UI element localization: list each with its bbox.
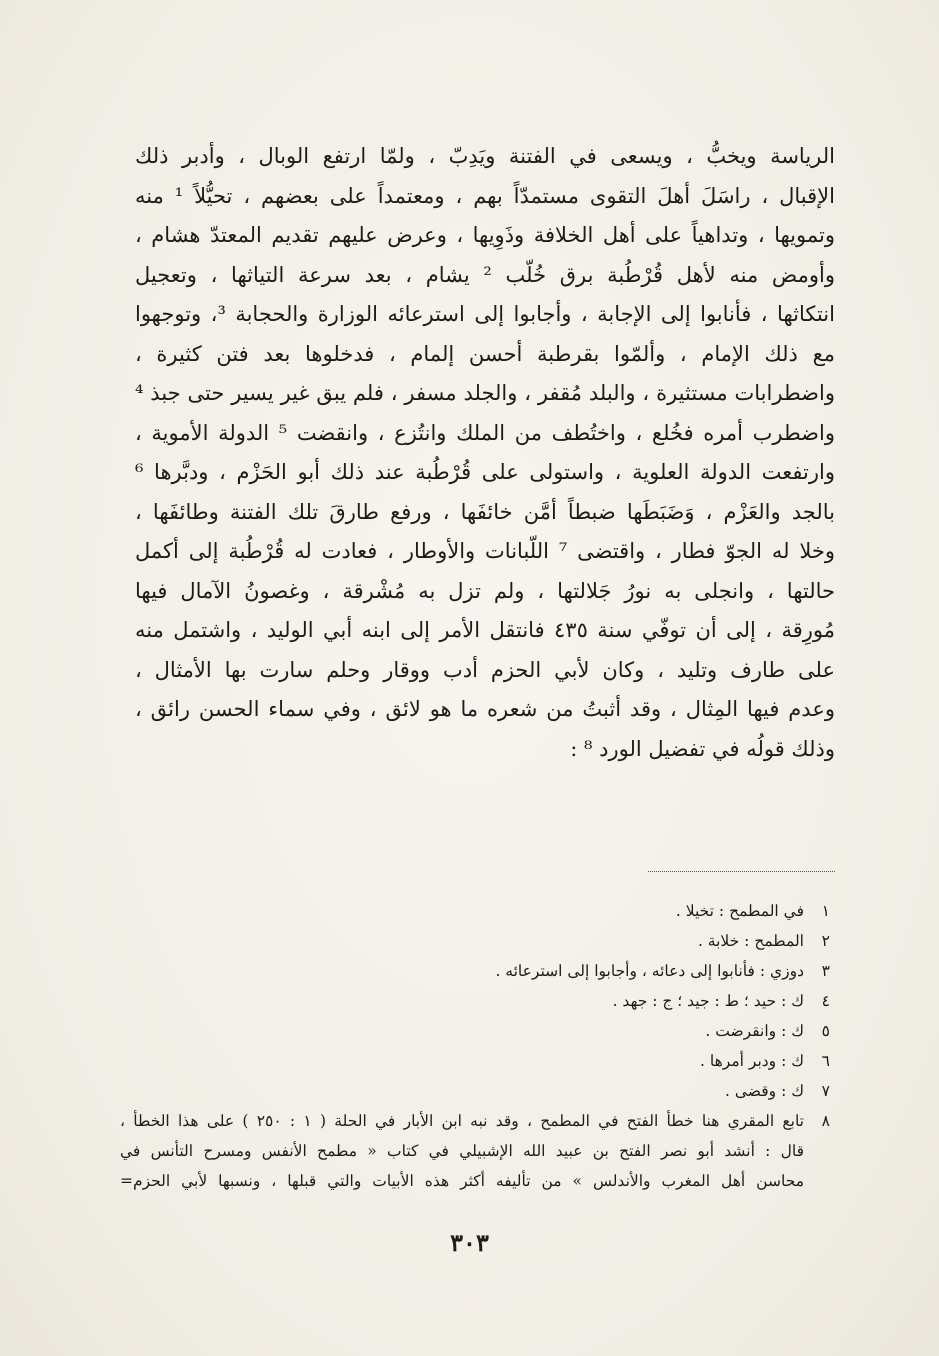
footnote-item <box>120 1076 830 1106</box>
footnote-number: ٥ <box>821 1022 830 1040</box>
footnote-text: قال : أنشد أبو نصر الفتح بن عبيد الله الإشبيلي في كتاب « مطمح الأنفس ومسرح التأنس في <box>120 1142 804 1160</box>
footnote-text: ك : وقضى . <box>725 1082 804 1100</box>
footnote-text: محاسن أهل المغرب والأندلس » من تأليفه أكثر هذه الأبيات والتي قبلها ، ونسبها لأبي الحزم= <box>120 1172 804 1190</box>
footnote-number: ٣ <box>821 962 830 980</box>
footnote-item <box>120 956 830 986</box>
text-line: بالجد والعَزْم ، وَضَبَطَها ضبطاً أمَّن خائفَها ، ورفع طارقَ تلك الفتنة وطائفَها ، <box>135 499 835 524</box>
text-line: حالتها ، وانجلى به نورُ جَلالتها ، ولم تزل به مُشْرقة ، وغصونُ الآمال فيها <box>135 578 835 603</box>
footnote-item <box>120 1046 830 1076</box>
footnote-number: ٨ <box>821 1112 830 1130</box>
footnote-number: ١ <box>821 902 830 920</box>
footnote-text: ك : حيد ؛ ط : جيد ؛ ج : جهد . <box>612 992 804 1010</box>
text-line: واضطرب أمره فخُلع ، واختُطف من الملك وانتُزع ، وانقضت ⁵ الدولة الأموية ، <box>135 420 835 445</box>
text-line: مع ذلك الإمام ، وألمّوا بقرطبة أحسن إلمام ، فدخلوها بعد فتن كثيرة ، <box>135 341 835 366</box>
text-line: وتمويها ، وتداهياً على أهل الخلافة وذَوِيها ، وعرض عليهم تقديم المعتدّ هشام ، <box>135 223 835 247</box>
text-line: على طارف وتليد ، وكان لأبي الحزم أدب ووقار وحلم سارت بها الأمثال ، <box>135 657 835 682</box>
text-line: واضطرابات مستثيرة ، والبلد مُقفر ، والجلد مسفر ، فلم يبق غير يسير حتى جبذ ⁴ <box>135 381 835 405</box>
footnote-text: ك : ودبر أمرها . <box>700 1052 804 1070</box>
text-line: وخلا له الجوّ فطار ، واقتضى ⁷ اللّبانات والأوطار ، فعادت له قُرْطُبة إلى أكمل <box>135 539 835 563</box>
footnotes-block <box>120 896 830 1196</box>
text-line: وذلك قولُه في تفضيل الورد ⁸ : <box>570 736 835 761</box>
text-line: الإقبال ، راسَلَ أهلَ التقوى مستمدّاً بهم ، ومعتمداً على بعضهم ، تحيُّلاً ¹ منه <box>135 183 835 208</box>
footnote-text: في المطمح : تخيلا . <box>675 902 804 920</box>
footnote-text: المطمح : خلابة . <box>697 932 804 950</box>
footnote-text: تابع المقري هنا خطأ الفتح في المطمح ، وقد نبه ابن الأبار في الحلة ( ١ : ٢٥٠ ) على هذا الخطأ ، <box>120 1112 804 1130</box>
footnote-continuation-line <box>120 1136 830 1166</box>
footnote-indent <box>804 1136 830 1166</box>
footnote-number: ٧ <box>821 1082 830 1100</box>
text-line: وعدم فيها المِثال ، وقد أثبتُ من شعره ما هو لائق ، وفي سماء الحسن رائق ، <box>135 697 835 721</box>
text-line: انتكاثها ، فأنابوا إلى الإجابة ، وأجابوا إلى استرعائه الوزارة والحجابة ³، وتوجهوا <box>135 302 835 326</box>
footnote-indent <box>804 1166 830 1196</box>
footnote-number: ٢ <box>821 932 830 950</box>
footnote-number: ٤ <box>821 992 830 1010</box>
text-line: وأومض منه لأهل قُرْطُبة برق خُلّب ² يشام ، بعد سرعة التياثها ، وتعجيل <box>135 262 835 287</box>
footnote-number: ٦ <box>821 1052 830 1070</box>
footnote-text: ك : وانقرضت . <box>705 1022 804 1040</box>
footnote-item <box>120 1106 830 1136</box>
footnote-separator <box>648 871 835 872</box>
footnote-item <box>120 1016 830 1046</box>
footnote-item <box>120 896 830 926</box>
text-line: الرياسة ويخبُّ ، ويسعى في الفتنة ويَدِبّ ، ولمّا ارتفع الوبال ، وأدبر ذلك <box>135 144 835 168</box>
footnote-item <box>120 986 830 1016</box>
text-line: مُورِقة ، إلى أن توفّي سنة ٤٣٥ فانتقل الأمر إلى ابنه أبي الوليد ، واشتمل منه <box>135 618 835 642</box>
main-text-block <box>135 137 835 769</box>
footnote-item <box>120 926 830 956</box>
page-number: ٣٠٣ <box>450 1228 489 1257</box>
footnote-continuation-line <box>120 1166 830 1196</box>
text-line: وارتفعت الدولة العلوية ، واستولى على قُرْطُبة عند ذلك أبو الحَزْم ، ودبَّرها ⁶ <box>135 460 835 484</box>
footnote-text: دوزي : فأنابوا إلى دعائه ، وأجابوا إلى استرعائه . <box>495 962 804 980</box>
